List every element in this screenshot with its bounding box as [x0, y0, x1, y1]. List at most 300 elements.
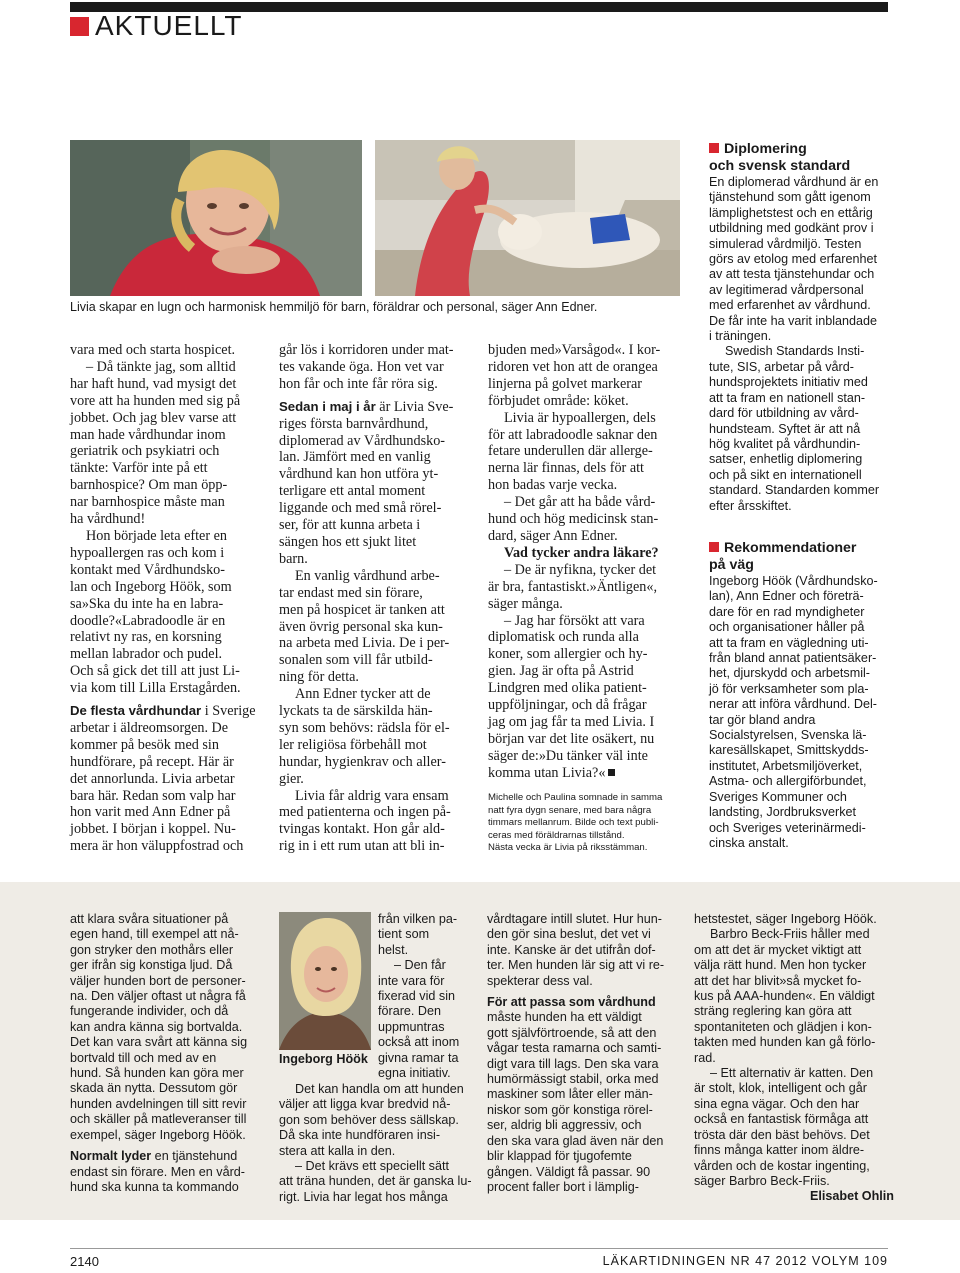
text-line — [694, 1081, 894, 1096]
text-run: inte vara för — [378, 973, 445, 988]
text-line — [279, 551, 479, 568]
text-line — [694, 1004, 894, 1019]
text-run: hund ska kunna ta kommando — [70, 1179, 239, 1194]
text-run: – Det krävs ett speciellt sätt — [295, 1159, 449, 1174]
text-line — [279, 359, 479, 376]
text-line — [279, 342, 479, 359]
text-line — [488, 596, 688, 613]
text-run: endast sin förare. Men en vård- — [70, 1164, 246, 1179]
text-line — [709, 344, 891, 359]
text-line — [488, 613, 688, 630]
photo-ann-edner — [70, 140, 362, 296]
text-run: exempel, säger Ingeborg Höök. — [70, 1127, 246, 1142]
text-run: rigt. Livia har legat hos många — [279, 1189, 448, 1204]
text-line — [694, 1189, 894, 1204]
text-run: Livia får aldrig vara ensam — [295, 787, 449, 804]
text-run: den ska vara glad även när den — [487, 1133, 664, 1148]
fact-box-heading: Diplomering och svensk standard — [709, 141, 851, 174]
text-line — [488, 511, 688, 528]
text-run: Det kan vara svårt att känna sig — [70, 1035, 248, 1050]
text-line — [487, 1165, 677, 1180]
text-line — [709, 175, 891, 190]
text-line — [694, 1035, 894, 1050]
text-line — [279, 376, 479, 393]
text-run: sa»Ska du inte ha en labra- — [70, 595, 224, 612]
text-line — [279, 1128, 479, 1143]
text-run: men på hospicet är tanken att — [279, 601, 445, 618]
text-run: relativt ny ras, en korsning — [70, 629, 222, 646]
text-run: hundförare, på recept. Här är — [70, 753, 234, 770]
text-line — [488, 579, 688, 596]
text-line — [488, 393, 688, 410]
text-run: niskor som gör konstiga rörel- — [487, 1102, 653, 1117]
text-line — [70, 958, 260, 973]
photo-caption: Livia skapar en lugn och harmonisk hemmiljö för barn, föräldrar och personal, säger Ann Edner. — [70, 300, 598, 314]
text-line — [488, 359, 688, 376]
text-line — [70, 1004, 260, 1019]
text-line — [709, 682, 891, 697]
text-run: dare för en rad myndigheter — [709, 604, 865, 619]
text-line — [279, 483, 479, 500]
text-run: kus på AAA-hunden«. En väldigt — [694, 989, 875, 1004]
text-line — [709, 422, 891, 437]
text-line — [694, 1051, 894, 1066]
text-line — [694, 1112, 894, 1127]
text-run: jö för verksamheter som pla- — [709, 681, 869, 696]
text-line — [279, 602, 479, 619]
text-line — [378, 1066, 478, 1081]
text-run: ser, för att kunna arbeta i — [279, 517, 421, 534]
text-line — [70, 663, 270, 680]
text-run: utbildning med godkänt prov i — [709, 221, 874, 236]
text-line — [279, 1097, 479, 1112]
text-run: vårdhund kan hon utföra yt- — [279, 466, 439, 483]
text-line — [70, 927, 260, 942]
footer-rule — [70, 1248, 888, 1249]
text-run: förbjudet område: köket. — [488, 392, 629, 409]
text-run: jobbet. Och jag blev varse att — [70, 409, 237, 426]
text-line — [709, 391, 891, 406]
text-line — [488, 646, 688, 663]
text-run: hon varit med Ann Edner på — [70, 804, 231, 821]
text-run: görs av etolog med erfarenhet — [709, 252, 878, 267]
text-run: geriatrik och psykiatri och — [70, 443, 220, 460]
text-run: säger många. — [488, 595, 563, 612]
text-run: att ta fram en vägledning uti- — [709, 635, 869, 650]
text-line — [70, 703, 270, 720]
text-run: hetstestet, säger Ingeborg Höök. — [694, 912, 877, 926]
subheading: Vad tycker andra läkare? — [504, 544, 659, 561]
text-run: givna ramar ta — [378, 1050, 459, 1065]
text-line — [488, 460, 688, 477]
text-line — [487, 943, 677, 958]
text-run: gien. Jag är ofta på Astrid — [488, 663, 634, 680]
text-run: Sveriges Kommuner och — [709, 789, 847, 804]
text-run: fetare underullen där allerge- — [488, 443, 653, 460]
text-run: uppmuntras — [378, 1019, 445, 1034]
text-line — [70, 821, 270, 838]
text-line — [279, 1113, 479, 1128]
text-run: också en fantastisk förmåga att — [694, 1112, 869, 1127]
text-run: för att labradoodle saknar den — [488, 426, 658, 443]
text-line — [70, 1112, 260, 1127]
text-run: förare. Den — [378, 1004, 441, 1019]
text-run: takten med hunden kan gå förlo- — [694, 1035, 876, 1050]
text-run: i Sverige — [201, 703, 256, 720]
text-line — [488, 342, 688, 359]
text-run: gott självförtroende, så att den — [487, 1025, 657, 1040]
text-line — [70, 1081, 260, 1096]
text-line — [70, 1051, 260, 1066]
text-line — [487, 1103, 677, 1118]
text-run: bara här. Redan som valp har — [70, 787, 236, 804]
text-run: sängen hos ett sjukt litet — [279, 533, 417, 550]
text-run: hund och hög medicinsk stan- — [488, 511, 659, 528]
text-line — [279, 838, 479, 855]
text-line — [70, 646, 270, 663]
text-run: diplomatisk och runda alla — [488, 629, 639, 646]
text-line — [279, 1082, 479, 1097]
text-line — [70, 460, 270, 477]
text-run: procent faller bort i lämplig- — [487, 1179, 639, 1194]
text-run: – Då tänkte jag, som alltid — [86, 358, 236, 375]
text-line — [378, 927, 478, 942]
text-line — [488, 714, 688, 731]
text-run: välja rätt hund. Men hon tycker — [694, 958, 867, 973]
text-line — [70, 1165, 260, 1180]
text-run: koner, som allergier och hy- — [488, 646, 648, 663]
fact-box-body — [709, 574, 891, 851]
text-line — [694, 912, 894, 927]
text-line — [70, 1149, 260, 1164]
text-line — [488, 629, 688, 646]
text-line — [279, 416, 479, 433]
text-line — [488, 562, 688, 579]
text-run: tar endast med sin förare, — [279, 584, 423, 601]
text-line — [709, 452, 891, 467]
footnote-line: timmars mellanrum. Bilde och text publi- — [488, 817, 659, 829]
text-run: vågar testa ramarna och samti- — [487, 1041, 662, 1056]
text-run: tient som — [378, 927, 430, 942]
text-run: Astma- och allergiförbundet, — [709, 774, 867, 789]
text-run: lan och Ingeborg Höök, som — [70, 578, 232, 595]
text-run: sina egna vägar. Och den har — [694, 1096, 860, 1111]
text-run: ler religiösa förbehåll mot — [279, 736, 427, 753]
lead-in-heading: De flesta vårdhundar — [70, 703, 202, 719]
text-run: barn. — [279, 550, 308, 567]
text-line — [709, 636, 891, 651]
text-run: Socialstyrelsen, Svenska lä- — [709, 728, 867, 743]
text-run: med patienterna och ingen på- — [279, 804, 451, 821]
text-line — [709, 360, 891, 375]
text-line — [709, 468, 891, 483]
text-line — [488, 494, 688, 511]
text-line — [70, 410, 270, 427]
text-line — [488, 731, 688, 748]
text-line — [709, 651, 891, 666]
text-line — [279, 788, 479, 805]
bottom-column-2-top — [378, 912, 478, 1081]
text-line — [279, 1144, 479, 1159]
text-line — [70, 989, 260, 1004]
text-line — [70, 393, 270, 410]
text-run: egen hand, till exempel att nå- — [70, 927, 239, 942]
text-line — [694, 1143, 894, 1158]
text-line — [709, 252, 891, 267]
text-line — [70, 1020, 260, 1035]
text-run: att ta fram en nationell stan- — [709, 390, 866, 405]
text-line — [709, 267, 891, 282]
text-run: linjerna på golvet markerar — [488, 375, 643, 392]
text-run: maskiner som låter eller män- — [487, 1087, 653, 1102]
text-line — [279, 1174, 479, 1189]
text-run: egna initiativ. — [378, 1066, 451, 1081]
text-line — [279, 534, 479, 551]
text-run: tänkte: Varför inte på ett — [70, 460, 208, 477]
text-run: Det kan handla om att hunden — [295, 1082, 464, 1096]
text-run: via kom till Lilla Erstagården. — [70, 680, 241, 697]
text-line — [70, 562, 270, 579]
text-line — [279, 720, 479, 737]
subheading: För att passa som vårdhund — [487, 995, 656, 1010]
text-run: lan), Ann Edner och företrä- — [709, 589, 864, 604]
article-column-1 — [70, 342, 270, 855]
text-line — [709, 728, 891, 743]
text-run: säger de:»Du tänker väl inte — [488, 747, 648, 764]
text-line — [70, 771, 270, 788]
text-run: går lös i korridoren under mat- — [279, 342, 454, 358]
text-line — [279, 804, 479, 821]
text-run: vara med och starta hospicet. — [70, 342, 236, 358]
text-run: hon badas varje vecka. — [488, 477, 618, 494]
text-run: hundsteam. Syftet är att nå — [709, 421, 861, 436]
text-run: säger Barbro Beck-Friis. — [694, 1173, 830, 1188]
text-line — [487, 1010, 677, 1025]
end-mark-icon — [608, 769, 615, 776]
text-line — [487, 912, 677, 927]
text-line — [70, 737, 270, 754]
text-line — [70, 528, 270, 545]
text-line — [378, 1004, 478, 1019]
text-line — [279, 585, 479, 602]
journal-info: LÄKARTIDNINGEN NR 47 2012 VOLYM 109 — [602, 1254, 888, 1268]
text-line — [709, 375, 891, 390]
text-line — [709, 221, 891, 236]
text-run: digt vara till lags. Den ska vara — [487, 1056, 659, 1071]
footnote-line: ceras med föräldrarnas tillstånd. — [488, 829, 625, 841]
page-number: 2140 — [70, 1254, 99, 1269]
text-run: skada än nytta. Dessutom gör — [70, 1081, 238, 1096]
text-line — [70, 788, 270, 805]
text-line — [488, 765, 688, 782]
text-line — [488, 528, 688, 545]
text-run: vården och de kostar ingenting, — [694, 1158, 870, 1173]
text-run: nerar att införa vårdhund. Del- — [709, 697, 878, 712]
footnote-line: natt fyra dygn senare, med bara några — [488, 804, 652, 816]
text-line — [694, 1174, 894, 1189]
fact-box-heading: Rekommendationer på väg — [709, 540, 857, 573]
text-line — [279, 449, 479, 466]
text-run: – De är nyfikna, tycker det — [504, 561, 657, 578]
text-line — [70, 1128, 260, 1143]
text-run: riges första barnvårdhund, — [279, 415, 429, 432]
text-line — [70, 838, 270, 855]
heading-square-icon — [709, 542, 719, 552]
text-line — [279, 821, 479, 838]
text-run: – Ett alternativ är katten. Den — [710, 1066, 874, 1081]
text-run: spontaniteten och glädjen i kon- — [694, 1019, 872, 1034]
text-line — [378, 1020, 478, 1035]
text-run: gon som behöver dess sällskap. — [279, 1112, 459, 1127]
bottom-column-1 — [70, 912, 260, 1195]
text-run: diplomerad av Vårdhundsko- — [279, 432, 446, 449]
text-run: att klara svåra situationer på — [70, 912, 229, 926]
text-run: fixerad vid sin — [378, 989, 455, 1004]
text-run: rig in i ett rum utan att bli in- — [279, 838, 445, 855]
text-line — [694, 943, 894, 958]
text-run: i träningen. — [709, 329, 772, 344]
text-run: – Det går att ha både vård- — [504, 494, 656, 511]
text-line — [70, 477, 270, 494]
text-run: Ann Edner tycker att de — [295, 686, 431, 703]
text-line — [709, 206, 891, 221]
text-line — [487, 1180, 677, 1195]
text-run: lämplighetstest och en ettårig — [709, 205, 873, 220]
text-line — [709, 329, 891, 344]
text-run: från bland annat patientsäker- — [709, 651, 877, 666]
text-run: cinska anstalt. — [709, 835, 789, 850]
text-run: karesällskapet, Smittskydds- — [709, 743, 869, 758]
text-line — [70, 1097, 260, 1112]
portrait-ingeborg-hook — [279, 912, 371, 1050]
text-line — [279, 466, 479, 483]
text-line — [70, 613, 270, 630]
text-run: institutet, Arbetsmiljöverket, — [709, 758, 863, 773]
text-line — [70, 359, 270, 376]
text-run: väljer hunden bort de personer- — [70, 973, 246, 988]
text-run: har haft hund, vad mysigt det — [70, 375, 237, 392]
text-line — [378, 912, 478, 927]
text-run: – Jag har försökt att vara — [504, 612, 645, 629]
text-run: sträng reglering kan göra att — [694, 1004, 852, 1019]
text-run: Barbro Beck-Friis håller med — [710, 927, 870, 942]
text-line — [709, 283, 891, 298]
text-line — [487, 974, 677, 989]
text-line — [279, 568, 479, 585]
text-line — [694, 974, 894, 989]
text-run: hundsprojektets initiativ med — [709, 375, 868, 390]
text-line — [279, 754, 479, 771]
text-run: helst. — [378, 942, 409, 957]
text-run: måste hunden ha ett väldigt — [487, 1010, 642, 1025]
text-run: hund. Så hunden kan göra mer — [70, 1066, 244, 1081]
text-line — [70, 427, 270, 444]
text-run: na arbeta med Livia. De i per- — [279, 635, 450, 652]
text-run: en tjänstehund — [151, 1149, 238, 1164]
text-line — [709, 759, 891, 774]
text-run: uppföljningar, och då frågar — [488, 697, 647, 714]
text-run: av legitimerad vårdpersonal — [709, 282, 864, 297]
text-run: om att det är mycket viktigt att — [694, 942, 862, 957]
text-run: det annorlunda. Livia arbetar — [70, 770, 235, 787]
text-run: man hade vårdhundar inom — [70, 426, 226, 443]
text-run: ha vårdhund! — [70, 511, 146, 528]
text-run: tar gör bland andra — [709, 712, 816, 727]
text-run: Ingeborg Höök (Vårdhundsko- — [709, 574, 878, 588]
text-line — [709, 836, 891, 851]
text-line — [487, 1041, 677, 1056]
text-line — [70, 754, 270, 771]
text-run: syn som behövs: rädsla för el- — [279, 719, 450, 736]
text-run: En vanlig vårdhund arbe- — [295, 567, 440, 584]
text-run: vore att ha hunden med sig på — [70, 392, 241, 409]
text-line — [487, 927, 677, 942]
text-run: standard. Standarden kommer — [709, 483, 880, 498]
text-run: och skäller på matleveranser till — [70, 1112, 247, 1127]
text-line — [70, 1066, 260, 1081]
text-line — [709, 483, 891, 498]
text-line — [279, 399, 479, 416]
text-run: finns många katter inom äldre- — [694, 1143, 865, 1158]
text-line — [488, 680, 688, 697]
text-line — [378, 943, 478, 958]
text-run: med erfarenhet av vårdhund. — [709, 298, 871, 313]
portrait-caption: Ingeborg Höök — [279, 1052, 368, 1066]
footnote-line: Nästa vecka är Livia på riksstämman. — [488, 842, 648, 854]
text-line — [694, 1159, 894, 1174]
article-column-2 — [279, 342, 479, 855]
text-run: sonalen som vill får utbild- — [279, 652, 433, 669]
bottom-column-2-bottom — [279, 1082, 479, 1205]
text-run: lyckats ta de särskilda hän- — [279, 703, 433, 720]
text-run: bortvald till och med av en — [70, 1050, 217, 1065]
text-run: är Livia Sve- — [375, 398, 454, 415]
text-run: spekterar dess val. — [487, 973, 593, 988]
text-line — [487, 1134, 677, 1149]
text-run: mera är hon väluppfostrad och — [70, 838, 244, 855]
text-line — [709, 713, 891, 728]
text-line — [488, 663, 688, 680]
text-run: och organisationer håller på — [709, 620, 865, 635]
text-run: trösta där den bäst behövs. Det — [694, 1127, 870, 1142]
text-run: liggande och med små rörel- — [279, 500, 442, 517]
text-line — [709, 406, 891, 421]
text-run: gon stryker den mothårs eller — [70, 942, 234, 957]
text-line — [70, 680, 270, 697]
bottom-column-3 — [487, 912, 677, 1195]
text-run: simulerad vårdmiljö. Testen — [709, 236, 862, 251]
text-run: Hon började leta efter en — [86, 527, 228, 544]
text-line — [709, 774, 891, 789]
text-line — [70, 1180, 260, 1195]
text-line — [694, 927, 894, 942]
text-run: En diplomerad vårdhund är en — [709, 175, 879, 189]
text-line — [279, 1159, 479, 1174]
text-line — [487, 958, 677, 973]
text-line — [694, 1020, 894, 1035]
text-line — [70, 443, 270, 460]
fact-box-rekommendationer — [709, 540, 891, 851]
text-run: landsting, Jordbruksverket — [709, 805, 856, 820]
text-run: bjuden med»Varsågod«. I kor- — [488, 342, 661, 358]
text-run: dard för utbildning av vård- — [709, 406, 859, 421]
text-run: hypoallergen ras och kom i — [70, 544, 225, 561]
text-run: terligare ett antal moment — [279, 483, 426, 500]
text-run: fungerande individer, och då — [70, 1004, 229, 1019]
text-line — [378, 958, 478, 973]
section-marker-square — [70, 17, 89, 36]
text-run: hon får och inte får röra sig. — [279, 375, 438, 392]
